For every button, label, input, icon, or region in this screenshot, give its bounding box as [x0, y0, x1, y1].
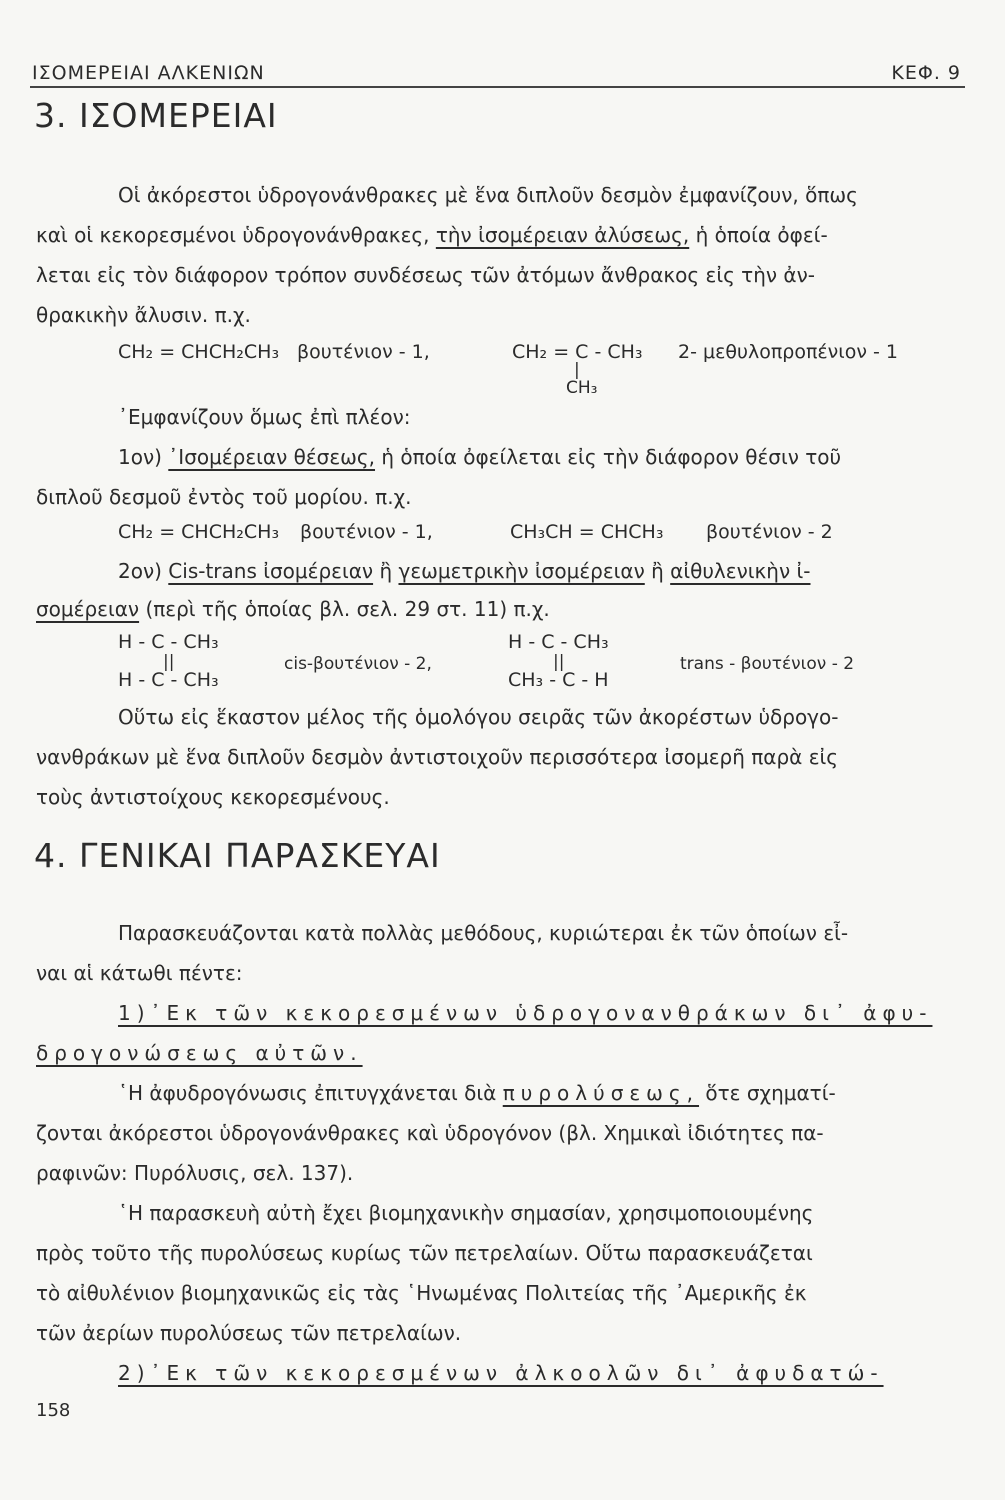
underlined-term: σομέρειαν	[36, 597, 140, 621]
page-number: 158	[36, 1400, 71, 1421]
text-line	[36, 222, 828, 248]
name-1-butene: βουτένιον - 1,	[297, 341, 430, 363]
text-line: ᾿Εμφανίζουν ὅμως ἐπὶ πλέον:	[118, 405, 411, 429]
text-line: διπλοῦ δεσμοῦ ἐντὸς τοῦ μορίου. π.χ.	[36, 485, 412, 509]
underlined-term: πυρολύσεως,	[502, 1081, 700, 1105]
method-2-heading: 2)᾿Εκ τῶν κεκορεσμένων ἀλκοολῶν δι᾿ ἀφυδατώ-	[118, 1361, 884, 1385]
text-line: λεται εἰς τὸν διάφορον τρόπον συνδέσεως τῶν ἀτόμων ἄνθρακος εἰς τὴν ἀν-	[36, 263, 815, 287]
branch-bond: |	[574, 360, 580, 380]
text-span: ἡ ὁποία ὀφείλεται εἰς τὴν διάφορον θέσιν τοῦ	[381, 445, 842, 469]
text-line	[118, 1080, 836, 1106]
text-line: Οὕτω εἰς ἕκαστον μέλος τῆς ὁμολόγου σειρᾶς τῶν ἀκορέστων ὑδρογο-	[118, 705, 839, 729]
formula-1-butene: CH₂ = CHCH₂CH₃	[118, 521, 280, 543]
text-span: ἢ	[651, 559, 664, 583]
text-line	[118, 444, 841, 470]
text-span: (περὶ τῆς ὁποίας βλ. σελ. 29 στ. 11) π.χ.	[145, 597, 550, 621]
text-line: πρὸς τοῦτο τῆς πυρολύσεως κυρίως τῶν πετρελαίων. Οὕτω παρασκευάζεται	[36, 1241, 813, 1265]
header-chapter-title: ΙΣΟΜΕΡΕΙΑΙ ΑΛΚΕΝΙΩΝ	[32, 62, 265, 84]
method-1-heading-cont: δρογονώσεως αὐτῶν.	[36, 1041, 363, 1065]
running-header	[30, 62, 965, 88]
trans-double-bond: ||	[553, 652, 565, 672]
formula-1-butene: CH₂ = CHCH₂CH₃	[118, 341, 280, 363]
section-4-title: 4. ΓΕΝΙΚΑΙ ΠΑΡΑΣΚΕΥΑΙ	[34, 836, 441, 875]
text-line	[36, 596, 550, 622]
text-line: νανθράκων μὲ ἕνα διπλοῦν δεσμὸν ἀντιστοιχοῦν περισσότερα ἰσομερῆ παρὰ εἰς	[36, 745, 839, 769]
formula-2-butene: CH₃CH = CHCH₃	[510, 521, 664, 543]
cis-structure-bottom: H - C - CH₃	[118, 669, 219, 691]
underlined-term: αἰθυλενικὴν ἰ-	[670, 559, 811, 583]
text-span: ὅτε σχηματί-	[705, 1081, 836, 1105]
underlined-term: ᾿Ισομέρειαν θέσεως,	[168, 445, 376, 469]
cis-double-bond: ||	[163, 652, 175, 672]
text-line: τὸ αἰθυλένιον βιομηχανικῶς εἰς τὰς ῾Ηνωμένας Πολιτείας τῆς ᾿Αμερικῆς ἐκ	[36, 1281, 807, 1305]
trans-structure-top: H - C - CH₃	[508, 631, 609, 653]
name-methylpropene: 2- μεθυλοπροπένιον - 1	[678, 341, 898, 363]
item-number: 2ον)	[118, 559, 162, 583]
item-number: 1ον)	[118, 445, 162, 469]
text-line: ῾Η παρασκευὴ αὐτὴ ἔχει βιομηχανικὴν σημασίαν, χρησιμοποιουμένης	[118, 1201, 814, 1225]
method-1-heading: 1)᾿Εκ τῶν κεκορεσμένων ὑδρογονανθράκων δι᾿ ἀφυ-	[118, 1001, 933, 1025]
text-line: τοὺς ἀντιστοίχους κεκορεσμένους.	[36, 785, 390, 809]
text-line: Οἱ ἀκόρεστοι ὑδρογονάνθρακες μὲ ἕνα διπλοῦν δεσμὸν ἐμφανίζουν, ὅπως	[118, 183, 858, 207]
text-span: ἡ ὁποία ὀφεί-	[695, 223, 828, 247]
underlined-term: Cis-trans ἰσομέρειαν	[168, 559, 374, 583]
formula-methylpropene: CH₂ = C - CH₃	[512, 341, 643, 363]
header-chapter-number: ΚΕΦ. 9	[891, 62, 961, 84]
text-line: τῶν ἀερίων πυρολύσεως τῶν πετρελαίων.	[36, 1321, 462, 1345]
text-line	[118, 558, 811, 584]
text-span: ἢ	[379, 559, 393, 583]
text-line: ραφινῶν: Πυρόλυσις, σελ. 137).	[36, 1161, 354, 1185]
text-line: ζονται ἀκόρεστοι ὑδρογονάνθρακες καὶ ὑδρογόνον (βλ. Χημικαὶ ἰδιότητες πα-	[36, 1121, 824, 1145]
cis-name: cis-βουτένιον - 2,	[284, 654, 432, 674]
text-span: ῾Η ἀφυδρογόνωσις ἐπιτυγχάνεται διὰ	[118, 1081, 497, 1105]
section-3-title: 3. ΙΣΟΜΕΡΕΙΑΙ	[34, 96, 278, 135]
text-line: Παρασκευάζονται κατὰ πολλὰς μεθόδους, κυριώτεραι ἐκ τῶν ὁποίων εἶ-	[118, 921, 849, 945]
text-span: καὶ οἱ κεκορεσμένοι ὑδρογονάνθρακες,	[36, 223, 430, 247]
underlined-term: τὴν ἰσομέρειαν ἀλύσεως,	[435, 223, 690, 247]
branch-methyl: CH₃	[566, 378, 598, 398]
cis-structure-top: H - C - CH₃	[118, 631, 219, 653]
trans-name: trans - βουτένιον - 2	[680, 654, 855, 674]
text-line: ναι αἱ κάτωθι πέντε:	[36, 961, 243, 985]
underlined-term: γεωμετρικὴν ἰσομέρειαν	[398, 559, 645, 583]
trans-structure-bottom: CH₃ - C - H	[508, 669, 609, 691]
text-line: θρακικὴν ἄλυσιν. π.χ.	[36, 303, 251, 327]
name-2-butene: βουτένιον - 2	[706, 521, 833, 543]
name-1-butene: βουτένιον - 1,	[300, 521, 433, 543]
